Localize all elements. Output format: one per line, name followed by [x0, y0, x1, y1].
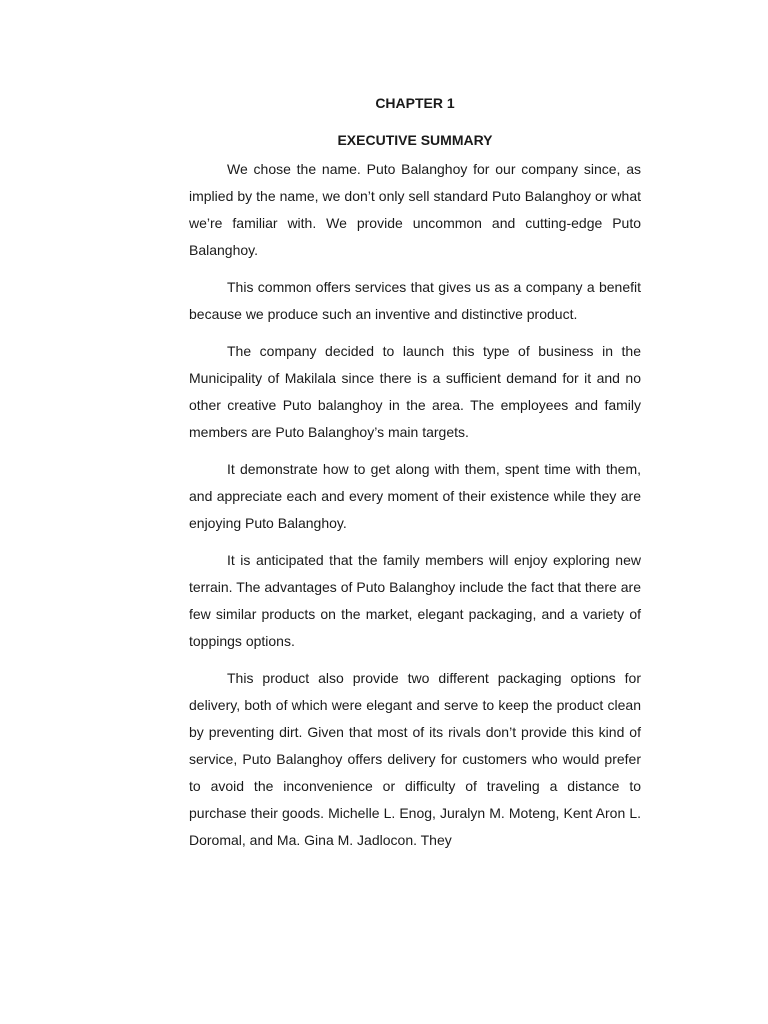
paragraph-4: It demonstrate how to get along with them, spent time with them, and appreciate each and every moment of their existence while they are enjoying Puto Balanghoy.	[189, 461, 641, 531]
paragraph-2: This common offers services that gives us as a company a benefit because we produce such an inventive and distinctive product.	[189, 279, 641, 322]
document-page	[189, 92, 641, 854]
paragraph-3: The company decided to launch this type of business in the Municipality of Makilala since there is a sufficient demand for it and no other creative Puto balanghoy in the area. The employees and family members are Puto Balanghoy’s main targets.	[189, 343, 641, 440]
paragraph-1: We chose the name. Puto Balanghoy for our company since, as implied by the name, we don’t only sell standard Puto Balanghoy or what we’re familiar with. We provide uncommon and cutting-edge Puto Balanghoy.	[189, 161, 641, 258]
paragraph-5: It is anticipated that the family members will enjoy exploring new terrain. The advantages of Puto Balanghoy include the fact that there are few similar products on the market, elegant packaging, and a variety of toppings options.	[189, 552, 641, 649]
section-title: EXECUTIVE SUMMARY	[337, 132, 493, 148]
paragraph-6: This product also provide two different packaging options for delivery, both of which were elegant and serve to keep the product clean by preventing dirt. Given that most of its rivals don’t provide this kind of service, Puto Balanghoy offers delivery for customers who would prefer to avoid the inconvenience or difficulty of traveling a distance to purchase their goods. Michelle L. Enog, Juralyn M. Moteng, Kent Aron L. Doromal, and Ma. Gina M. Jadlocon. They	[189, 670, 641, 848]
chapter-heading: CHAPTER 1	[375, 95, 455, 111]
